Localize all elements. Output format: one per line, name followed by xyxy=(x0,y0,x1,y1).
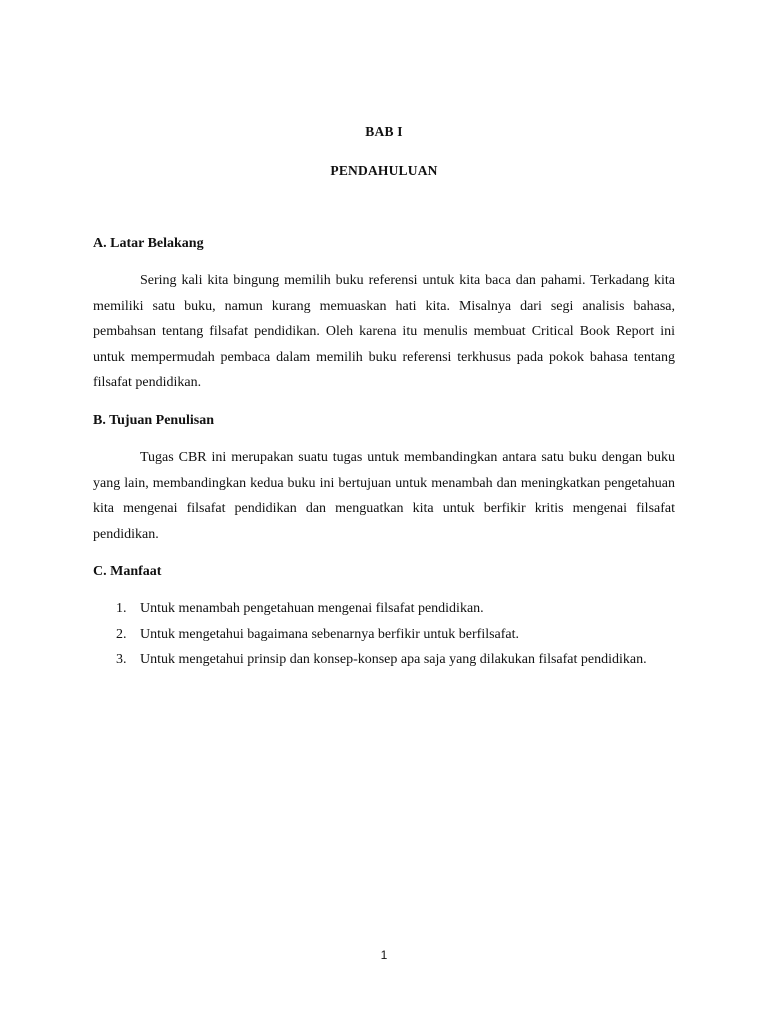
list-item-text: Untuk menambah pengetahuan mengenai filsafat pendidikan. xyxy=(140,601,484,616)
list-item-text: Untuk mengetahui bagaimana sebenarnya berfikir untuk berfilsafat. xyxy=(140,626,520,642)
page-number: 1 xyxy=(380,948,388,962)
list-item xyxy=(93,647,675,673)
list-item-text: Untuk mengetahui prinsip dan konsep-konsep apa saja yang dilakukan filsafat pendidikan. xyxy=(140,652,647,667)
list-item-number: 2. xyxy=(116,626,127,642)
list-item-number: 3. xyxy=(116,652,127,667)
section-heading-manfaat: C. Manfaat xyxy=(93,564,162,579)
paragraph-tujuan-penulisan: Tugas CBR ini merupakan suatu tugas untuk membandingkan antara satu buku dengan buku yang lain, membandingkan kedua buku ini bertujuan untuk menambah dan meningkatkan pengetahuan kita mengenai filsafat pendidikan dan menguatkan kita untuk berfikir kritis mengenai filsafat pendidikan. xyxy=(93,450,675,542)
section-heading-latar-belakang: A. Latar Belakang xyxy=(93,236,204,251)
manfaat-list xyxy=(93,596,675,673)
list-item xyxy=(93,596,675,622)
section-heading-tujuan-penulisan: B. Tujuan Penulisan xyxy=(93,413,215,428)
chapter-title: PENDAHULUAN xyxy=(330,163,438,178)
list-item-number: 1. xyxy=(116,601,127,616)
paragraph-latar-belakang: Sering kali kita bingung memilih buku referensi untuk kita baca dan pahami. Terkadang kita memiliki satu buku, namun kurang memuaskan hati kita. Misalnya dari segi analisis bahasa, pembahsan tentang filsafat pendidikan. Oleh karena itu menulis membuat Critical Book Report ini untuk mempermudah pembaca dalam memilih buku referensi terkhusus pada pokok bahasa tentang filsafat pendidikan. xyxy=(93,273,675,390)
chapter-label: BAB I xyxy=(365,124,403,139)
list-item xyxy=(93,622,675,648)
